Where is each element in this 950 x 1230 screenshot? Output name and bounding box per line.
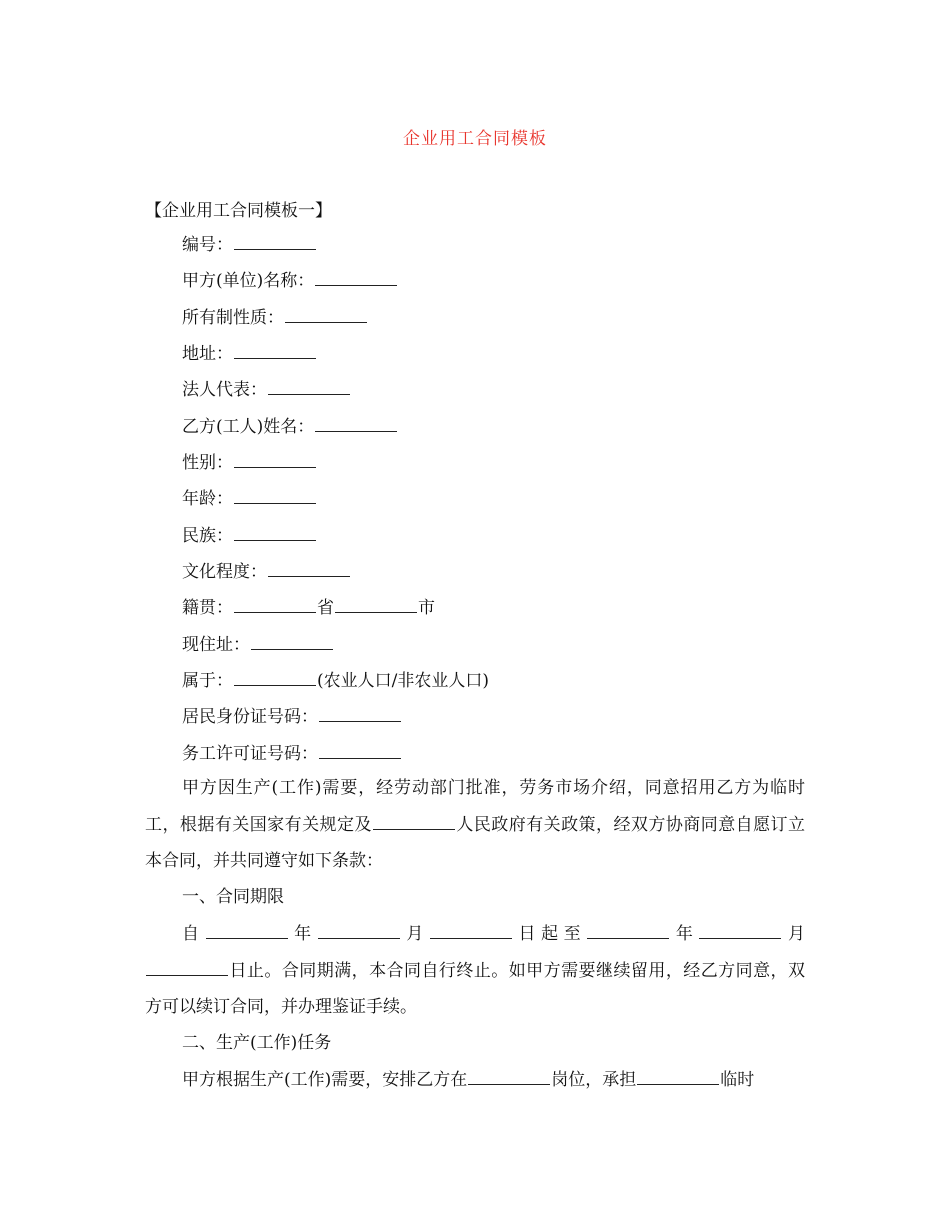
field-label: 籍贯：	[182, 598, 233, 618]
blank-line	[234, 487, 316, 504]
section-2-title: 二、生产(工作)任务	[182, 1033, 332, 1053]
field-label: 文化程度：	[182, 562, 267, 582]
field-native-place	[182, 596, 435, 619]
field-party-a-name	[182, 269, 398, 292]
field-label: 民族：	[182, 526, 233, 546]
field-party-b-name	[182, 415, 398, 438]
blank-line	[234, 451, 316, 468]
field-label: 甲方(单位)名称：	[182, 271, 315, 291]
blank-line	[234, 524, 316, 541]
blank-line	[699, 922, 781, 939]
section-1-title: 一、合同期限	[182, 887, 284, 907]
field-work-permit	[182, 742, 402, 765]
blank-line	[206, 922, 288, 939]
field-education	[182, 560, 351, 583]
task-text-b: 岗位，承担	[551, 1070, 637, 1090]
field-id-number	[182, 705, 402, 728]
blank-line	[234, 596, 316, 613]
field-address	[182, 342, 317, 365]
field-label: 编号：	[182, 235, 233, 255]
blank-line	[335, 596, 417, 613]
blank-line	[587, 922, 669, 939]
blank-line	[285, 306, 367, 323]
section-heading: 【企业用工合同模板一】	[145, 201, 332, 221]
term-from: 自	[182, 924, 205, 944]
blank-line	[430, 922, 512, 939]
province-label: 省	[317, 598, 334, 618]
field-label: 地址：	[182, 344, 233, 364]
term-end: 日止。合同期满，本合同自行终止。如甲方需要继续留用，经乙方同意，双方可以续订合同，并办理鉴证手续。	[145, 960, 805, 1017]
blank-line	[146, 959, 228, 976]
blank-line	[251, 633, 333, 650]
blank-line	[234, 342, 316, 359]
blank-line	[234, 669, 316, 686]
field-label: 乙方(工人)姓名：	[182, 417, 315, 437]
task-text-c: 临时	[720, 1070, 755, 1090]
field-number	[182, 233, 317, 256]
field-label: 法人代表：	[182, 380, 267, 400]
field-ownership	[182, 306, 368, 329]
blank-line	[268, 560, 350, 577]
term-day-to: 日起至	[512, 924, 587, 944]
field-label: 居民身份证号码：	[182, 707, 318, 727]
field-label: 现住址：	[182, 635, 250, 655]
field-label: 属于：	[182, 671, 233, 691]
intro-text-a: 甲方因生产(工作)需要，经劳动部门批准，劳务市场介绍，同意招用乙方为临时工，根据有关国家有关规定及	[145, 778, 805, 835]
blank-line	[468, 1068, 550, 1085]
term-year: 年	[288, 924, 317, 944]
blank-line	[637, 1068, 719, 1085]
field-label: 年龄：	[182, 489, 233, 509]
term-year-2: 年	[670, 924, 699, 944]
intro-text-b: 人民政府有关政策，经双方协商同意自愿订立本合同，并共同遵守如下条款：	[145, 814, 806, 871]
blank-line	[318, 922, 400, 939]
blank-line	[373, 813, 455, 830]
field-ethnicity	[182, 524, 317, 547]
term-month: 月	[400, 924, 429, 944]
field-belongs-to	[182, 669, 489, 692]
term-month-2: 月	[782, 924, 806, 944]
blank-line	[319, 742, 401, 759]
blank-line	[234, 233, 316, 250]
field-age	[182, 487, 317, 510]
field-gender	[182, 451, 317, 474]
task-paragraph	[145, 1062, 805, 1099]
task-text-a: 甲方根据生产(工作)需要，安排乙方在	[182, 1070, 468, 1090]
blank-line	[268, 378, 350, 395]
field-current-address	[182, 633, 334, 656]
intro-paragraph	[145, 770, 805, 880]
blank-line	[315, 415, 397, 432]
city-label: 市	[418, 598, 435, 618]
belongs-options: (农业人口/非农业人口)	[317, 671, 489, 691]
field-label: 所有制性质：	[182, 308, 284, 328]
blank-line	[319, 705, 401, 722]
field-legal-rep	[182, 378, 351, 401]
document-title: 企业用工合同模板	[403, 129, 547, 149]
field-label: 务工许可证号码：	[182, 744, 318, 764]
field-label: 性别：	[182, 453, 233, 473]
blank-line	[315, 269, 397, 286]
term-paragraph	[145, 916, 805, 1026]
